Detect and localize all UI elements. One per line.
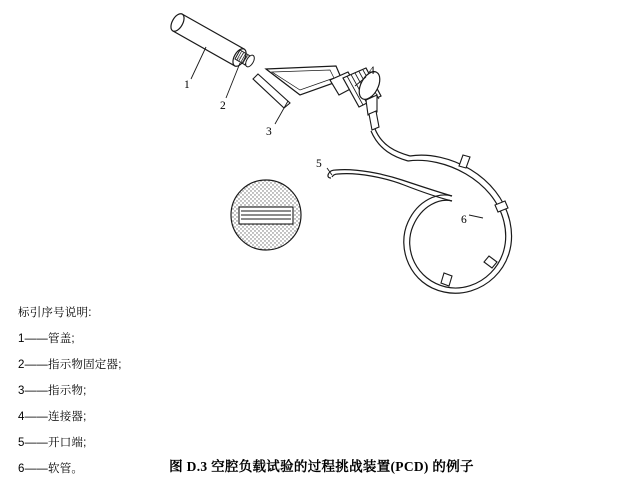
legend-title: 标引序号说明: (18, 307, 92, 319)
legend-item-5: 5——开口端; (18, 437, 87, 449)
connector-part (330, 68, 384, 130)
tube-cap-part (168, 12, 256, 69)
legend-item-2: 2——指示物固定器; (18, 359, 122, 371)
legend-item-4: 4——连接器; (18, 411, 87, 423)
flexible-tubing-part (328, 129, 512, 293)
detail-magnifier (231, 180, 301, 250)
figure-caption: 图 D.3 空腔负载试验的过程挑战装置(PCD) 的例子 (169, 459, 474, 474)
callout-5: 5 (316, 158, 322, 170)
callout-1: 1 (184, 79, 190, 91)
legend-item-1: 1——管盖; (18, 333, 75, 345)
callout-4: 4 (369, 65, 375, 77)
legend-item-6: 6——软管。 (18, 463, 84, 475)
callout-6: 6 (461, 214, 467, 226)
callout-2: 2 (220, 100, 226, 112)
legend-item-3: 3——指示物; (18, 385, 87, 397)
indicator-strip-part (253, 66, 342, 108)
callout-3: 3 (266, 126, 272, 138)
